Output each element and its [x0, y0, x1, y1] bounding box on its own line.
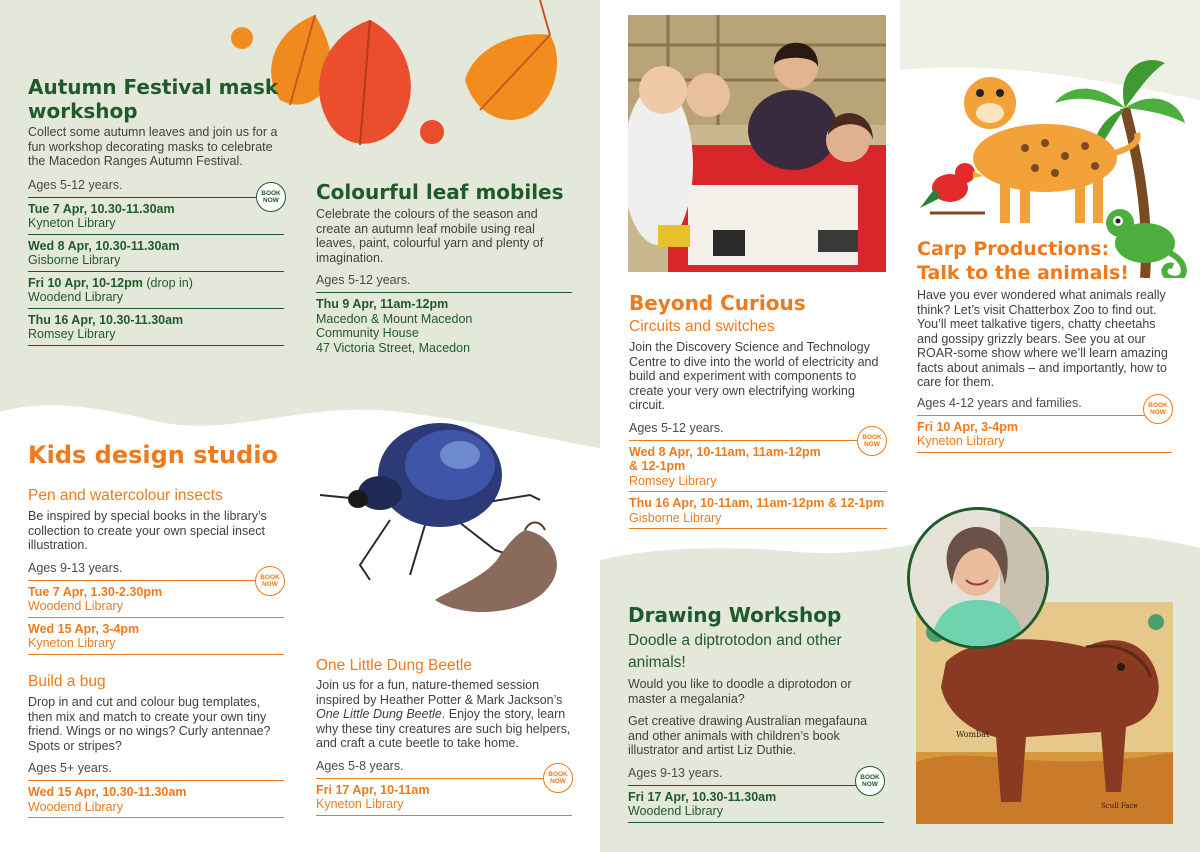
session-row: [28, 308, 284, 346]
session-date: Wed 15 Apr, 10.30-11.30am: [28, 785, 187, 799]
beyond-curious-section: [629, 291, 887, 529]
session-location: Macedon & Mount Macedon: [316, 311, 473, 326]
session-row: [629, 491, 887, 529]
session-date: Fri 17 Apr, 10.30-11.30am: [628, 789, 777, 804]
drawing-workshop-ages: Ages 9-13 years.: [628, 765, 723, 780]
session-date: Fri 17 Apr, 10-11am: [316, 782, 430, 797]
session-row: [28, 271, 284, 308]
build-a-bug-section: [28, 671, 284, 818]
session-row: [28, 780, 284, 818]
build-a-bug-description: Drop in and cut and colour bug templates, then mix and match to create your own tiny friend. Wings or no wings? Curly antennae? Spots or stripes?: [28, 695, 271, 753]
leaf-mobiles-title: Colourful leaf mobiles: [316, 180, 564, 204]
session-row: [917, 415, 1172, 453]
beyond-curious-title: Beyond Curious: [629, 291, 806, 315]
session-date: Wed 8 Apr, 10.30-11.30am: [28, 238, 180, 253]
session-location: Woodend Library: [28, 599, 123, 613]
session-row: [316, 292, 572, 358]
session-location: Gisborne Library: [629, 510, 722, 525]
book-title: One Little Dung Beetle: [316, 707, 442, 721]
dung-beetle-section: [316, 655, 576, 816]
session-date: Fri 10 Apr, 10-12pm: [28, 275, 143, 290]
session-date: Tue 7 Apr, 10.30-11.30am: [28, 201, 175, 216]
session-date: Wed 8 Apr, 10-11am, 11am-12pm & 12-1pm: [629, 444, 821, 473]
pen-watercolour-subtitle: Pen and watercolour insects: [28, 487, 223, 504]
beyond-curious-description: Join the Discovery Science and Technology Centre to dive into the world of electricity and build and experiment with components to create your very own electrifying working circuit.: [629, 340, 879, 412]
session-location: Woodend Library: [28, 290, 123, 304]
book-now-button[interactable]: BOOK NOW: [255, 566, 285, 596]
session-location: 47 Victoria Street, Macedon: [316, 340, 471, 355]
dung-beetle-ages: Ages 5-8 years.: [316, 758, 404, 773]
session-row: [316, 778, 572, 816]
session-date: Fri 10 Apr, 3-4pm: [917, 419, 1018, 434]
beyond-curious-subtitle: Circuits and switches: [629, 318, 775, 335]
autumn-festival-section: [28, 75, 288, 346]
book-now-button[interactable]: BOOK NOW: [1143, 394, 1173, 424]
session-row: [628, 785, 884, 823]
book-now-button[interactable]: BOOK NOW: [855, 766, 885, 796]
session-location: Kyneton Library: [917, 434, 1005, 448]
session-row: [28, 580, 284, 617]
pen-watercolour-description: Be inspired by special books in the library’s collection to create your own special insect illustration.: [28, 509, 267, 552]
science-workshop-photo: [628, 15, 886, 272]
autumn-festival-title: Autumn Festival mask workshop: [28, 75, 279, 123]
autumn-festival-ages: Ages 5-12 years.: [28, 177, 123, 192]
carp-productions-title: Carp Productions:: [917, 238, 1110, 260]
session-row: [629, 440, 887, 492]
beetle-illustration: [300, 405, 590, 630]
session-location: Community House: [316, 326, 419, 340]
drawing-workshop-title: Drawing Workshop: [628, 603, 842, 627]
carp-productions-subtitle: Talk to the animals!: [917, 262, 1129, 284]
drawing-workshop-subtitle: Doodle a diptrotodon and other animals!: [628, 632, 842, 671]
session-date: Thu 16 Apr, 10.30-11.30am: [28, 312, 184, 327]
leaf-mobiles-section: [316, 180, 572, 358]
session-note: (drop in): [142, 275, 193, 290]
drawing-workshop-description-2: Get creative drawing Australian megafauna and other animals with children’s book illustrator and artist Liz Duthie.: [628, 714, 868, 757]
kids-design-studio-title: Kids design studio: [28, 441, 278, 469]
book-now-button[interactable]: BOOK NOW: [256, 182, 286, 212]
session-date: Wed 15 Apr, 3-4pm: [28, 621, 140, 636]
session-location: Kyneton Library: [316, 797, 404, 811]
session-date: Thu 9 Apr, 11am-12pm: [316, 297, 449, 311]
session-row: [28, 197, 284, 234]
dung-beetle-subtitle: One Little Dung Beetle: [316, 657, 472, 674]
leaf-mobiles-ages: Ages 5-12 years.: [316, 273, 411, 287]
build-a-bug-ages: Ages 5+ years.: [28, 761, 112, 775]
drawing-workshop-description: Would you like to doodle a diprotodon or master a megalania?: [628, 677, 852, 706]
session-date: Tue 7 Apr, 1.30-2.30pm: [28, 584, 163, 599]
carp-productions-section: [917, 237, 1177, 453]
session-row: [28, 617, 284, 655]
drawing-workshop-section: [628, 603, 888, 823]
pen-watercolour-section: [28, 485, 284, 655]
artist-portrait: [907, 507, 1049, 649]
book-now-button[interactable]: BOOK NOW: [543, 763, 573, 793]
carp-productions-description: Have you ever wondered what animals really think? Let’s visit Chatterbox Zoo to find out. You’ll meet talkative tigers, chatty cheetahs and gossipy grizzly bears. See you at our ROAR-some show where we’ll learn amazing facts about animals – and importantly, how to care for them.: [917, 288, 1168, 389]
session-location: Woodend Library: [28, 799, 123, 814]
session-location: Kyneton Library: [28, 636, 116, 650]
beyond-curious-ages: Ages 5-12 years.: [629, 420, 724, 435]
session-date: Thu 16 Apr, 10-11am, 11am-12pm & 12-1pm: [629, 496, 885, 510]
carp-productions-ages: Ages 4-12 years and families.: [917, 395, 1082, 410]
session-location: Woodend Library: [628, 804, 723, 818]
leaf-mobiles-description: Celebrate the colours of the season and create an autumn leaf mobile using real leaves, paint, colourful yarn and plenty of imagination.: [316, 207, 544, 265]
session-location: Romsey Library: [28, 327, 116, 341]
painting-label-wombat: Wombat: [956, 730, 990, 739]
session-row: [28, 234, 284, 271]
painting-label-scull-face: Scull Face: [1101, 802, 1138, 810]
session-location: Gisborne Library: [28, 253, 121, 267]
autumn-festival-description: Collect some autumn leaves and join us for a fun workshop decorating masks to celebrate the Macedon Ranges Autumn Festival.: [28, 125, 278, 168]
dung-beetle-description: Join us for a fun, nature-themed session inspired by Heather Potter & Mark Jackson’s One Little Dung Beetle. Enjoy the story, learn why these tiny creatures are such big helpers, and craft a cute beetle to take home.: [316, 678, 571, 750]
session-location: Kyneton Library: [28, 216, 116, 230]
session-location: Romsey Library: [629, 473, 717, 488]
build-a-bug-subtitle: Build a bug: [28, 673, 106, 690]
pen-watercolour-ages: Ages 9-13 years.: [28, 560, 123, 575]
book-now-button[interactable]: BOOK NOW: [857, 426, 887, 456]
